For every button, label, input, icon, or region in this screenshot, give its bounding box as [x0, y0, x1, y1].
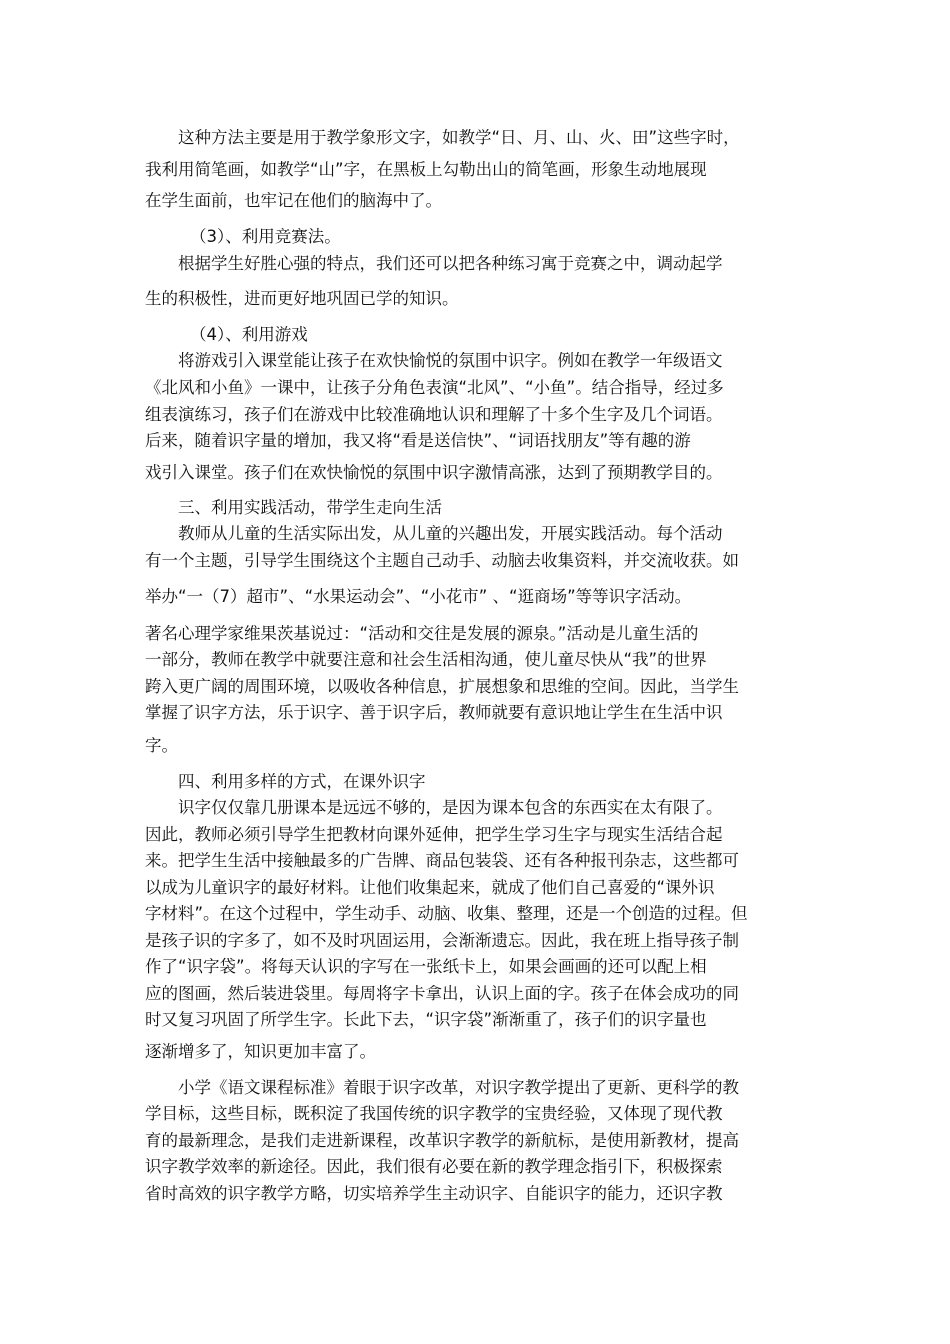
section-heading: 四、利用多样的方式，在课外识字 [178, 772, 426, 791]
text-line: 教师从儿童的生活实际出发，从儿童的兴趣出发，开展实践活动。每个活动 [178, 524, 723, 543]
text-line: 应的图画，然后装进袋里。每周将字卡拿出，认识上面的字。孩子在体会成功的同 [145, 984, 739, 1003]
section-heading: 三、利用实践活动，带学生走向生活 [178, 498, 442, 517]
text-line: 掌握了识字方法，乐于识字、善于识字后，教师就要有意识地让学生在生活中识 [145, 703, 723, 722]
text-line: 将游戏引入课堂能让孩子在欢快愉悦的氛围中识字。例如在教学一年级语文 [178, 351, 723, 370]
text-line: 小学《语文课程标准》着眼于识字改革，对识字教学提出了更新、更科学的教 [178, 1078, 739, 1097]
section-heading: （4）、利用游戏 [190, 325, 308, 344]
text-line: 在学生面前，也牢记在他们的脑海中了。 [145, 191, 442, 210]
text-line: 《北风和小鱼》一课中，让孩子分角色表演“北风”、“小鱼”。结合指导，经过多 [145, 378, 724, 397]
text-line: 组表演练习，孩子们在游戏中比较准确地认识和理解了十多个生字及几个词语。 [145, 405, 723, 424]
text-line: 逐渐增多了，知识更加丰富了。 [145, 1042, 376, 1061]
text-line: 省时高效的识字教学方略，切实培养学生主动识字、自能识字的能力，还识字教 [145, 1184, 723, 1203]
text-line: 生的积极性，进而更好地巩固已学的知识。 [145, 289, 459, 308]
text-line: 识字教学效率的新途径。因此，我们很有必要在新的教学理念指引下，积极探索 [145, 1157, 723, 1176]
text-line: 跨入更广阔的周围环境，以吸收各种信息，扩展想象和思维的空间。因此，当学生 [145, 677, 739, 696]
text-line: 后来，随着识字量的增加，我又将“看是送信快”、“词语找朋友”等有趣的游 [145, 431, 691, 450]
text-line: 以成为儿童识字的最好材料。让他们收集起来，就成了他们自己喜爱的“课外识 [145, 878, 715, 897]
text-line: 是孩子识的字多了，如不及时巩固运用，会渐渐遗忘。因此，我在班上指导孩子制 [145, 931, 739, 950]
text-line: 育的最新理念，是我们走进新课程，改革识字教学的新航标，是使用新教材，提高 [145, 1131, 739, 1150]
text-line: 因此，教师必须引导学生把教材向课外延伸，把学生学习生字与现实生活结合起 [145, 825, 723, 844]
text-line: 一部分，教师在教学中就要注意和社会生活相沟通，使儿童尽快从“我”的世界 [145, 650, 707, 669]
text-line: 举办“一（7）超市”、“水果运动会”、“小花市” 、“逛商场”等等识字活动。 [145, 587, 692, 606]
text-line: 这种方法主要是用于教学象形文字，如教学“日、月、山、火、田”这些字时， [178, 128, 740, 147]
text-line: 识字仅仅靠几册课本是远远不够的，是因为课本包含的东西实在太有限了。 [178, 798, 723, 817]
section-heading: （3）、利用竞赛法。 [190, 227, 341, 246]
text-line: 我利用简笔画，如教学“山”字，在黑板上勾勒出山的简笔画，形象生动地展现 [145, 160, 707, 179]
text-line: 来。把学生生活中接触最多的广告牌、商品包装袋、还有各种报刊杂志，这些都可 [145, 851, 739, 870]
text-line: 时又复习巩固了所学生字。长此下去，“识字袋”渐渐重了，孩子们的识字量也 [145, 1010, 707, 1029]
text-line: 字材料”。在这个过程中，学生动手、动脑、收集、整理，还是一个创造的过程。但 [145, 904, 748, 923]
text-line: 学目标，这些目标，既积淀了我国传统的识字教学的宝贵经验，又体现了现代教 [145, 1104, 723, 1123]
text-line: 著名心理学家维果茨基说过：“活动和交往是发展的源泉。”活动是儿童生活的 [145, 624, 699, 643]
text-line: 根据学生好胜心强的特点，我们还可以把各种练习寓于竞赛之中，调动起学 [178, 254, 723, 273]
text-line: 有一个主题，引导学生围绕这个主题自己动手、动脑去收集资料，并交流收获。如 [145, 551, 739, 570]
text-line: 字。 [145, 736, 178, 755]
text-line: 作了“识字袋”。将每天认识的字写在一张纸卡上，如果会画画的还可以配上相 [145, 957, 707, 976]
text-line: 戏引入课堂。孩子们在欢快愉悦的氛围中识字激情高涨，达到了预期教学目的。 [145, 463, 723, 482]
